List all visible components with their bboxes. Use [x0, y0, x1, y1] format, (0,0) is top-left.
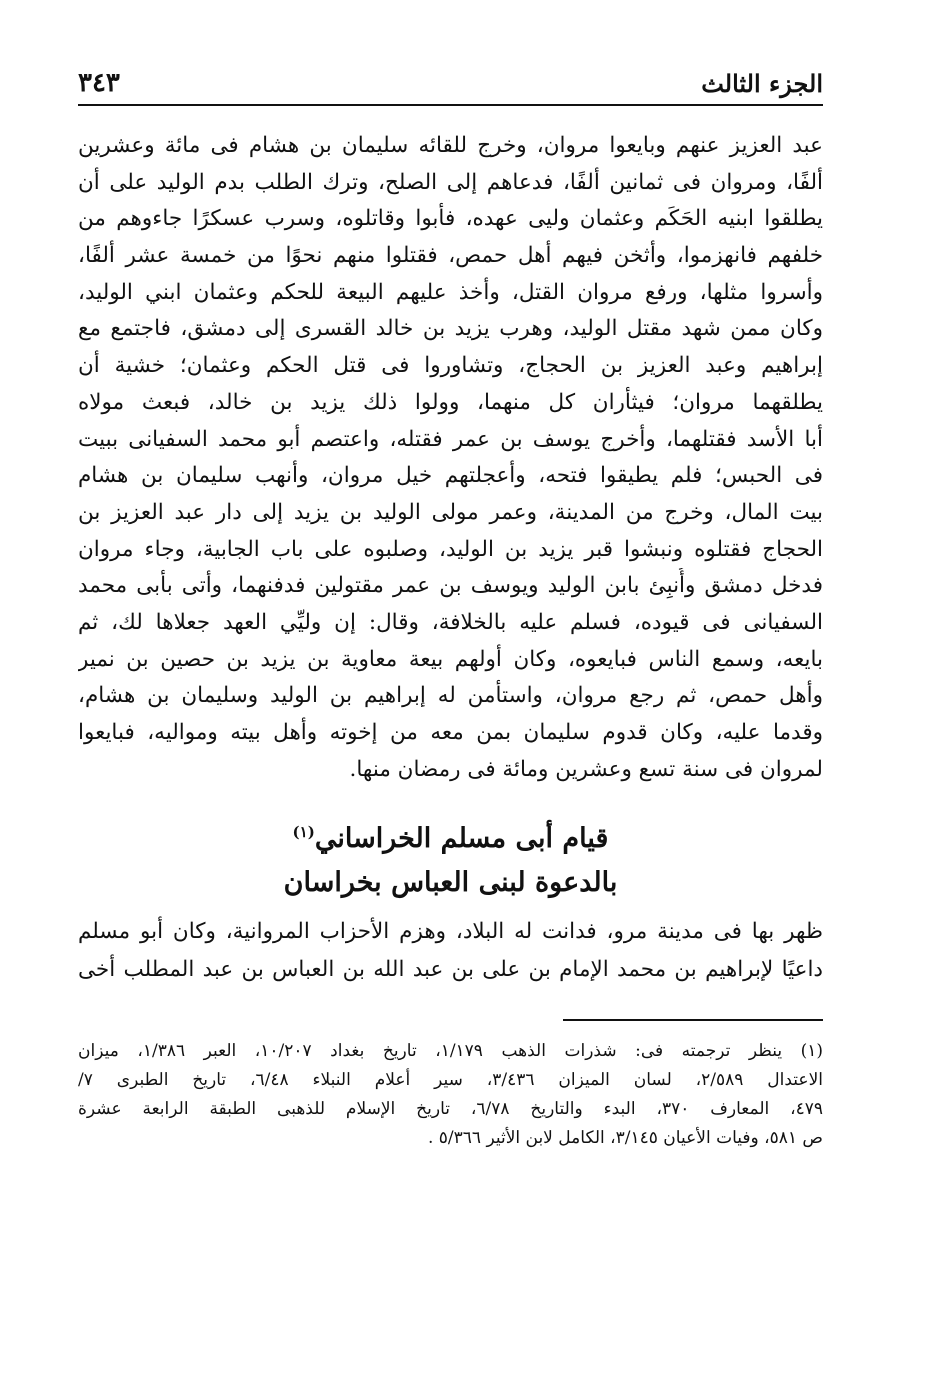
running-header-title: الجزء الثالث [701, 69, 823, 98]
footnotes [78, 1037, 823, 1153]
text-line: بايعه، وسمع الناس فبايعوه، وكان أولهم بيعة معاوية بن يزيد بن حصين بن نمير [78, 646, 823, 672]
text-line: ألفًا، ومروان فى ثمانين ألفًا، فدعاهم إلى الصلح، وترك الطلب بدم الوليد على أن [78, 169, 823, 195]
section-heading-line-2: بالدعوة لبنى العباس بخراسان [283, 867, 618, 899]
footnote-line: الاعتدال ٢/٥٨٩، لسان الميزان ٣/٤٣٦، سير أعلام النبلاء ٦/٤٨، تاريخ الطبرى ٧/ [78, 1070, 823, 1091]
text-line: وأهل حمص، ثم رجع مروان، واستأمن له إبراهيم بن الوليد وسليمان بن هشام، [78, 683, 823, 709]
text-line: السفيانى فى قيوده، فسلم عليه بالخلافة، وقال: إن وليِّي العهد جعلاها لك، ثم [78, 609, 823, 635]
text-line: خلفهم فانهزموا، وأثخن فيهم أهل حمص، فقتلوا منهم نحوًا من خمسة عشر ألفًا، [78, 243, 823, 269]
text-line: بيت المال، وخرج من المدينة، وعمر مولى الوليد بن يزيد إلى دار عبد العزيز بن [78, 499, 823, 525]
footnote-separator [563, 1019, 823, 1021]
running-header [78, 58, 823, 106]
section-heading-line-1 [78, 810, 823, 861]
text-line: يطلقوا ابنيه الحَكَم وعثمان وليى عهده، فأبوا وقاتلوه، وسرب عسكرًا جاءوهم من [78, 206, 823, 232]
footnote-marker: (١) [292, 823, 315, 842]
book-page [78, 58, 823, 1308]
text-line: ظهر بها فى مدينة مرو، فدانت له البلاد، وهزم الأحزاب المروانية، وكان أبو مسلم [78, 919, 823, 945]
text-line: داعيًا لإبراهيم بن محمد الإمام بن على بن عبد الله بن العباس بن عبد المطلب أخى [78, 957, 823, 983]
text-line: وقدما عليه، وكان قدوم سليمان بمن معه من إخوته وأهل بيته ومواليه، فبايعوا [78, 720, 823, 745]
text-line: يطلقهما مروان؛ فيثأران كل منهما، وولوا ذلك يزيد بن خالد، فبعث مولاه [78, 389, 823, 415]
footnote-line: ص ٥٨١، وفيات الأعيان ٣/١٤٥، الكامل لابن الأثير ٥/٣٦٦ . [427, 1128, 823, 1149]
text-line: إبراهيم وعبد العزيز بن الحجاج، وتشاوروا فى قتل الحكم وعثمان؛ خشية أن [78, 353, 823, 379]
text-line: عبد العزيز عنهم وبايعوا مروان، وخرج للقائه سليمان بن هشام فى مائة وعشرين [78, 133, 823, 158]
text-line: أبا الأسد فقتلهما، وأخرج يوسف بن عمر فقتله، واعتصم أبو محمد السفيانى ببيت [78, 426, 823, 452]
page-number: ٣٤٣ [78, 68, 120, 98]
text-line: لمروان فى سنة تسع وعشرين ومائة فى رمضان منها. [349, 756, 823, 782]
section-text [78, 913, 823, 989]
section-heading [78, 810, 823, 905]
text-line: وكان ممن شهد مقتل الوليد، وهرب يزيد بن خالد القسرى إلى دمشق، فاجتمع مع [78, 316, 823, 342]
text-line: فدخل دمشق وأُنبِئ بابن الوليد ويوسف بن عمر مقتولين فدفنهما، وأتى بأبى محمد [78, 573, 823, 599]
section-heading-title: قيام أبى مسلم الخراساني [314, 823, 609, 855]
main-text [78, 128, 823, 788]
text-line: وأسروا مثلها، ورفع مروان القتل، وأخذ عليهم البيعة للحكم وعثمان ابني الوليد، [78, 279, 823, 305]
text-line: فى الحبس؛ فلم يطيقوا فتحه، وأعجلتهم خيل مروان، وأنهب سليمان بن هشام [78, 463, 823, 489]
text-line: الحجاج فقتلوه ونبشوا قبر يزيد بن الوليد، وصلبوه على باب الجابية، وجاء مروان [78, 536, 823, 562]
footnote-line: ٤٧٩، المعارف ٣٧٠، البدء والتاريخ ٦/٧٨، تاريخ الإسلام للذهبى الطبقة الرابعة عشرة [78, 1099, 823, 1120]
footnote-line: (١) ينظر ترجمته فى: شذرات الذهب ١/١٧٩، تاريخ بغداد ١٠/٢٠٧، العبر ١/٣٨٦، ميزان [78, 1041, 823, 1062]
